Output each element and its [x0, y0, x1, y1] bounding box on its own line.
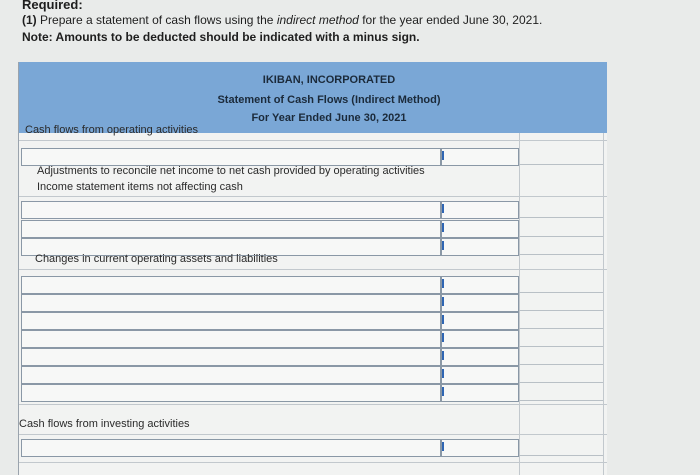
line-item-input[interactable]	[21, 312, 441, 330]
total-cell	[519, 201, 603, 218]
row-divider	[19, 404, 607, 405]
amount-input[interactable]	[441, 276, 519, 294]
total-cell	[519, 384, 603, 401]
amount-input[interactable]	[441, 238, 519, 256]
company-name: IKIBAN, INCORPORATED	[262, 74, 396, 86]
row-divider	[19, 462, 607, 463]
total-cell	[519, 148, 603, 165]
table-row	[19, 348, 607, 365]
row-divider	[19, 140, 607, 141]
total-cell	[519, 220, 603, 237]
amount-input[interactable]	[441, 201, 519, 219]
cash-flow-worksheet	[18, 62, 607, 475]
line-item-input[interactable]	[21, 220, 441, 238]
note-text: Note: Amounts to be deducted should be indicated with a minus sign.	[22, 30, 420, 44]
table-row	[19, 312, 607, 329]
amount-input[interactable]	[441, 384, 519, 402]
amount-input[interactable]	[441, 330, 519, 348]
instruction-text: Prepare a statement of cash flows using the	[40, 13, 277, 27]
table-row	[19, 384, 607, 401]
row-divider	[19, 434, 607, 435]
total-cell	[519, 276, 603, 293]
line-item-input[interactable]	[21, 439, 441, 457]
table-row	[19, 220, 607, 237]
table-row	[19, 201, 607, 218]
amount-input[interactable]	[441, 312, 519, 330]
total-cell	[519, 330, 603, 347]
amount-input[interactable]	[441, 439, 519, 457]
amount-input[interactable]	[441, 148, 519, 166]
total-cell	[519, 312, 603, 329]
amount-input[interactable]	[441, 294, 519, 312]
total-cell	[519, 439, 603, 456]
instruction-line	[22, 13, 542, 27]
total-cell	[519, 238, 603, 255]
statement-period: For Year Ended June 30, 2021	[251, 112, 407, 124]
statement-header	[19, 62, 607, 133]
table-row	[19, 276, 607, 293]
row-divider	[19, 196, 607, 197]
table-row	[19, 148, 607, 165]
line-item-input[interactable]	[21, 294, 441, 312]
table-row	[19, 330, 607, 347]
total-cell	[519, 294, 603, 311]
table-row	[19, 439, 607, 456]
investing-activities-label: Cash flows from investing activities	[19, 418, 190, 430]
adjustments-label: Adjustments to reconcile net income to net cash provided by operating activities	[37, 165, 425, 177]
total-cell	[519, 348, 603, 365]
line-item-input[interactable]	[21, 148, 441, 166]
line-item-input[interactable]	[21, 276, 441, 294]
amount-input[interactable]	[441, 348, 519, 366]
instruction-tail: for the year ended June 30, 2021.	[358, 13, 543, 27]
table-row	[19, 366, 607, 383]
line-item-input[interactable]	[21, 366, 441, 384]
operating-activities-label: Cash flows from operating activities	[25, 124, 199, 136]
statement-title: Statement of Cash Flows (Indirect Method)	[217, 94, 441, 106]
amount-input[interactable]	[441, 366, 519, 384]
instruction-method: indirect method	[276, 13, 359, 27]
table-row	[19, 294, 607, 311]
amount-input[interactable]	[441, 220, 519, 238]
total-cell	[519, 366, 603, 383]
part-number: (1)	[22, 13, 37, 27]
required-heading: Required:	[22, 0, 83, 12]
line-item-input[interactable]	[21, 201, 441, 219]
line-item-input[interactable]	[21, 330, 441, 348]
income-items-label: Income statement items not affecting cash	[37, 181, 243, 193]
line-item-input[interactable]	[21, 384, 441, 402]
changes-label: Changes in current operating assets and liabilities	[35, 253, 278, 265]
line-item-input[interactable]	[21, 348, 441, 366]
row-divider	[19, 269, 607, 270]
